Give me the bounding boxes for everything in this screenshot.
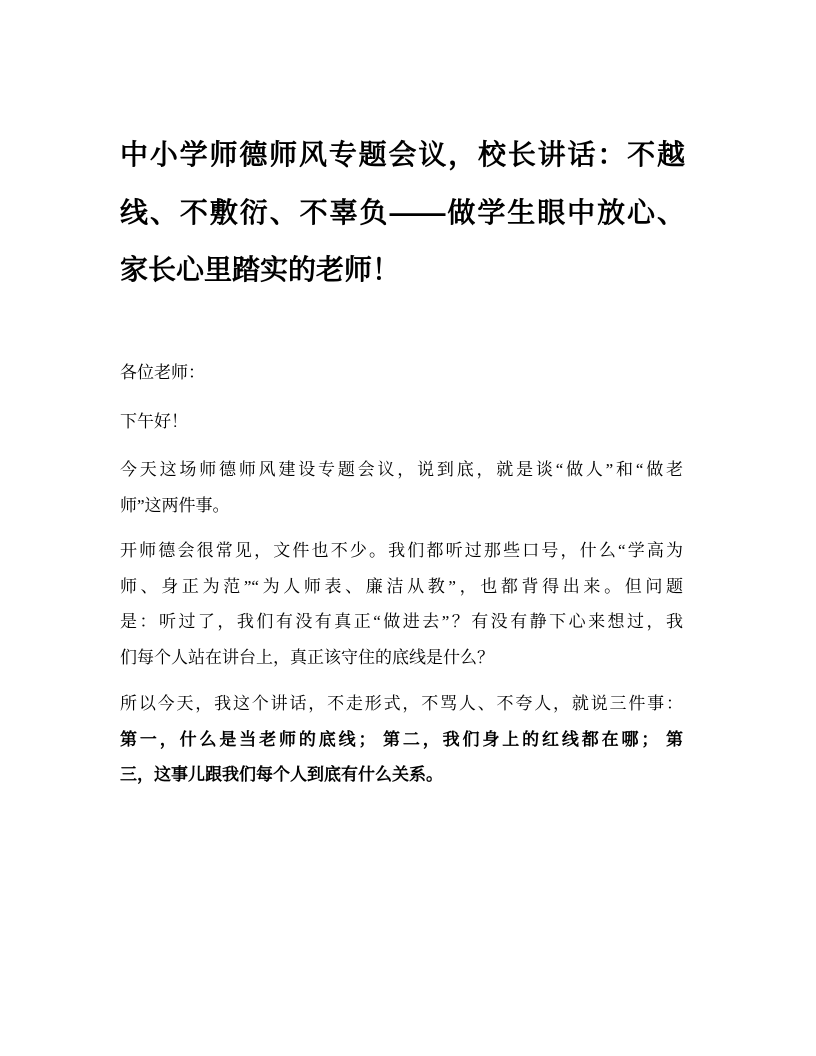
paragraph-2 [120, 533, 683, 675]
paragraph-line: 所以今天，我这个讲话，不走形式，不骂人、不夸人，就说三件事： [120, 694, 683, 713]
salutation-text: 下午好！ [120, 412, 188, 431]
title-line: 家长心里踏实的老师！ [120, 254, 401, 285]
paragraph-3 [120, 686, 683, 793]
title-line: 线、不敷衍、不辜负——做学生眼中放心、 [120, 196, 685, 228]
greeting [120, 355, 683, 391]
greeting-text: 各位老师： [120, 363, 205, 382]
paragraph-line: 师、身正为范”“为人师表、廉洁从教”，也都背得出来。但问题 [120, 576, 683, 596]
title-line: 中小学师德师风专题会议，校长讲话：不越 [120, 139, 685, 170]
salutation [120, 404, 683, 440]
paragraph-line: 是：听过了，我们有没有真正“做进去”？有没有静下心来想过，我 [120, 612, 683, 631]
paragraph-line: 们每个人站在讲台上，真正该守住的底线是什么？ [120, 647, 494, 667]
paragraph-1 [120, 452, 683, 523]
bold-points-line: 三，这事儿跟我们每个人到底有什么关系。 [120, 765, 443, 784]
document-title [120, 126, 685, 299]
bold-points-line: 第一，什么是当老师的底线； 第二，我们身上的红线都在哪； 第 [120, 729, 683, 749]
paragraph-line: 师”这两件事。 [120, 495, 230, 515]
paragraph-line: 今天这场师德师风建设专题会议，说到底，就是谈“做人”和“做老 [120, 460, 683, 479]
paragraph-line: 开师德会很常见，文件也不少。我们都听过那些口号，什么“学高为 [120, 541, 683, 560]
